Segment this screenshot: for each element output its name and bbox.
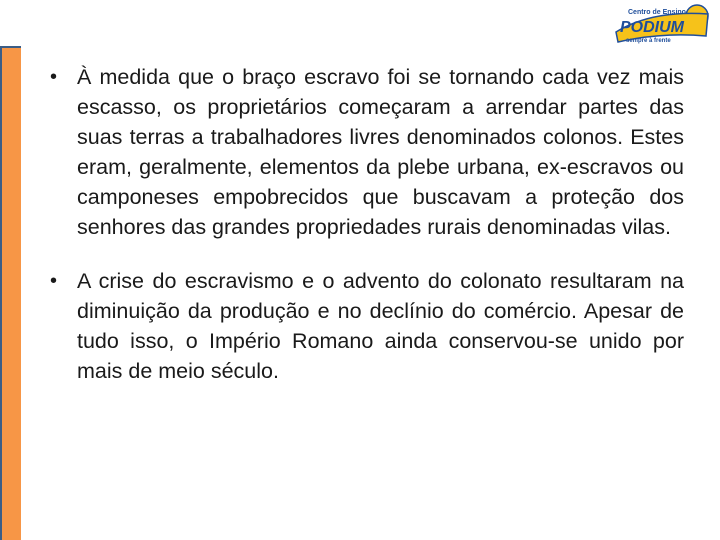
podium-logo: [612, 2, 714, 46]
podium-logo-graphic: [612, 2, 714, 46]
bullet-item: [50, 62, 684, 242]
logo-line1: Centro de Ensino: [628, 9, 686, 16]
bullet-marker: •: [50, 66, 58, 88]
slide-content: [50, 62, 684, 386]
bullet-text: À medida que o braço escravo foi se tornando cada vez mais escasso, os proprietários começaram a arrendar partes das suas terras a trabalhadores livres denominados colonos. Estes eram, geralmente, elementos da plebe urbana, ex-escravos ou camponeses empobrecidos que buscavam a proteção dos senhores das grandes propriedades rurais denominadas vilas.: [77, 65, 684, 239]
logo-tagline: sempre à frente: [626, 38, 671, 44]
left-accent-bar: [0, 46, 21, 540]
bullet-item: [50, 266, 684, 386]
logo-name: PODIUM: [620, 19, 684, 36]
bullet-marker: •: [50, 270, 58, 292]
bullet-text: A crise do escravismo e o advento do colonato resultaram na diminuição da produção e no declínio do comércio. Apesar de tudo isso, o Império Romano ainda conservou-se unido por mais de meio século.: [77, 269, 684, 383]
